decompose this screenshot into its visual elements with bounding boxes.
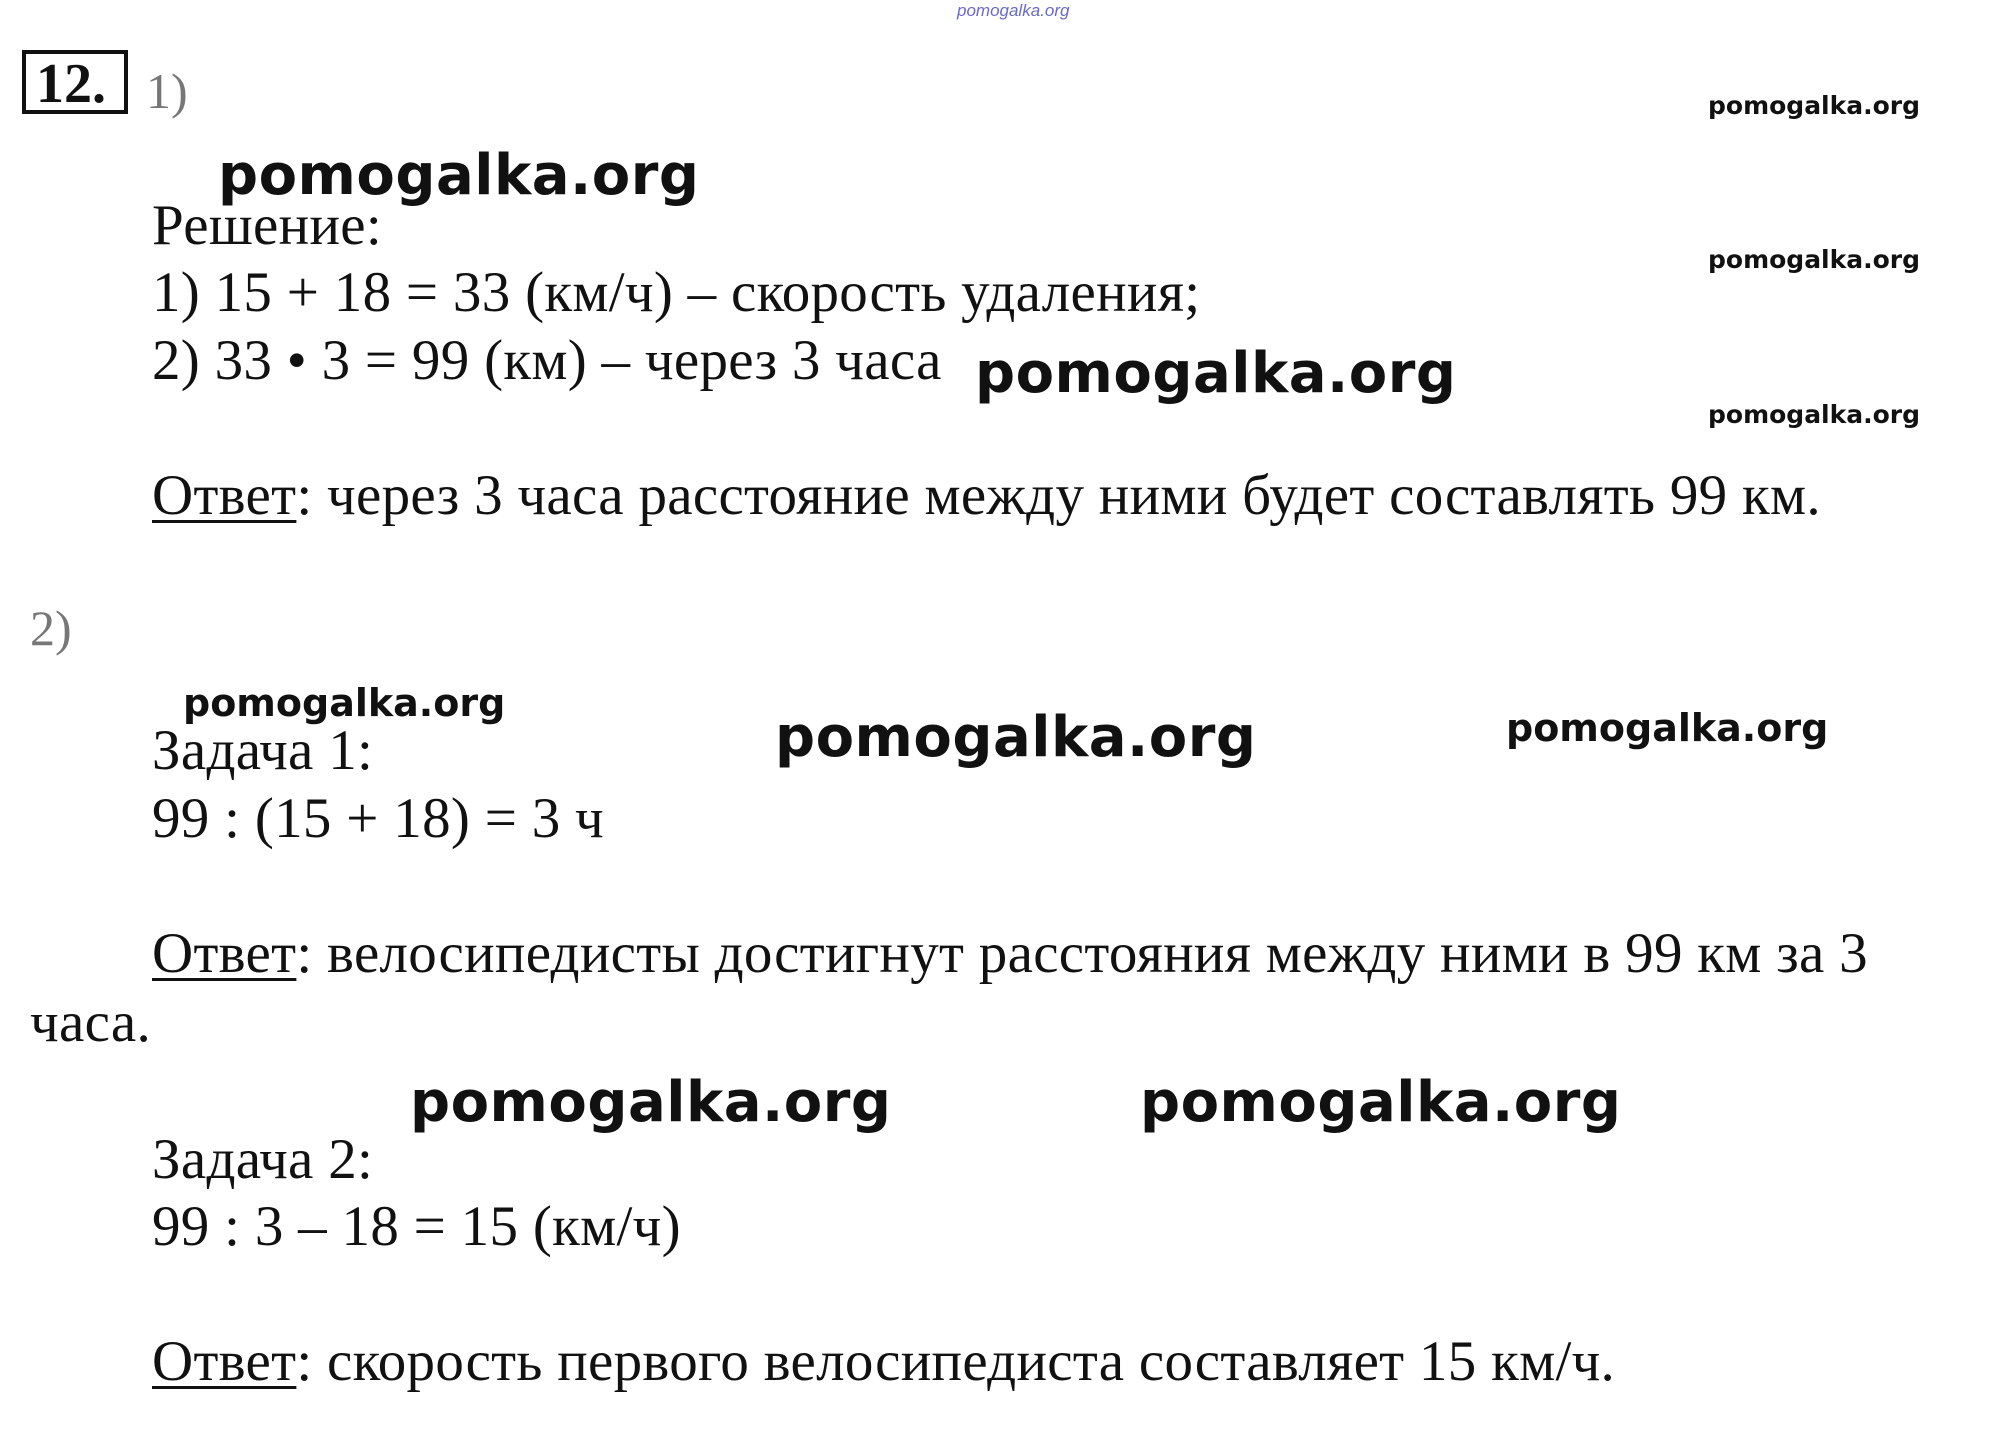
watermark-over-task-2-left: pomogalka.org — [410, 1070, 892, 1135]
task-2-expression: 99 : 3 – 18 = 15 (км/ч) — [152, 1195, 681, 1258]
task-1-expression: 99 : (15 + 18) = 3 ч — [152, 787, 605, 850]
watermark-over-task-1: pomogalka.org — [183, 681, 506, 725]
solution-heading: Решение: — [152, 194, 382, 257]
solution-step-1: 1) 15 + 18 = 33 (км/ч) – скорость удаления; — [152, 261, 1201, 324]
watermark-over-task-2-right: pomogalka.org — [1140, 1070, 1622, 1135]
task-2-heading: Задача 2: — [152, 1128, 374, 1191]
watermark-after-step-2: pomogalka.org — [975, 341, 1457, 406]
watermark-task-1-right: pomogalka.org — [1506, 706, 1829, 750]
watermark-task-1-center: pomogalka.org — [775, 705, 1257, 770]
part-2-label: 2) — [30, 600, 72, 656]
answer-2-line-2: часа. — [30, 991, 152, 1054]
task-number: 12. — [36, 53, 106, 115]
watermark-top: pomogalka.org — [957, 1, 1070, 20]
answer-3-text: : скорость первого велосипедиста составляет 15 км/ч. — [296, 1330, 1616, 1393]
watermark-right-3: pomogalka.org — [1708, 400, 1921, 429]
part-1-label: 1) — [146, 63, 188, 119]
watermark-right-2: pomogalka.org — [1708, 245, 1921, 274]
answer-1 — [152, 464, 1821, 527]
solution-step-2: 2) 33 • 3 = 99 (км) – через 3 часа — [152, 329, 942, 392]
answer-1-label: Ответ — [152, 464, 297, 527]
answer-1-text: : через 3 часа расстояние между ними будет составлять 99 км. — [296, 464, 1821, 527]
watermark-right-1: pomogalka.org — [1708, 91, 1921, 120]
answer-3 — [152, 1330, 1616, 1393]
answer-2-line-1 — [152, 922, 1868, 985]
watermark-over-solution: pomogalka.org — [218, 143, 700, 208]
answer-2-text: : велосипедисты достигнут расстояния между ними в 99 км за 3 — [296, 922, 1868, 985]
answer-2-label: Ответ — [152, 922, 297, 985]
task-1-heading: Задача 1: — [152, 719, 374, 782]
answer-3-label: Ответ — [152, 1330, 297, 1393]
